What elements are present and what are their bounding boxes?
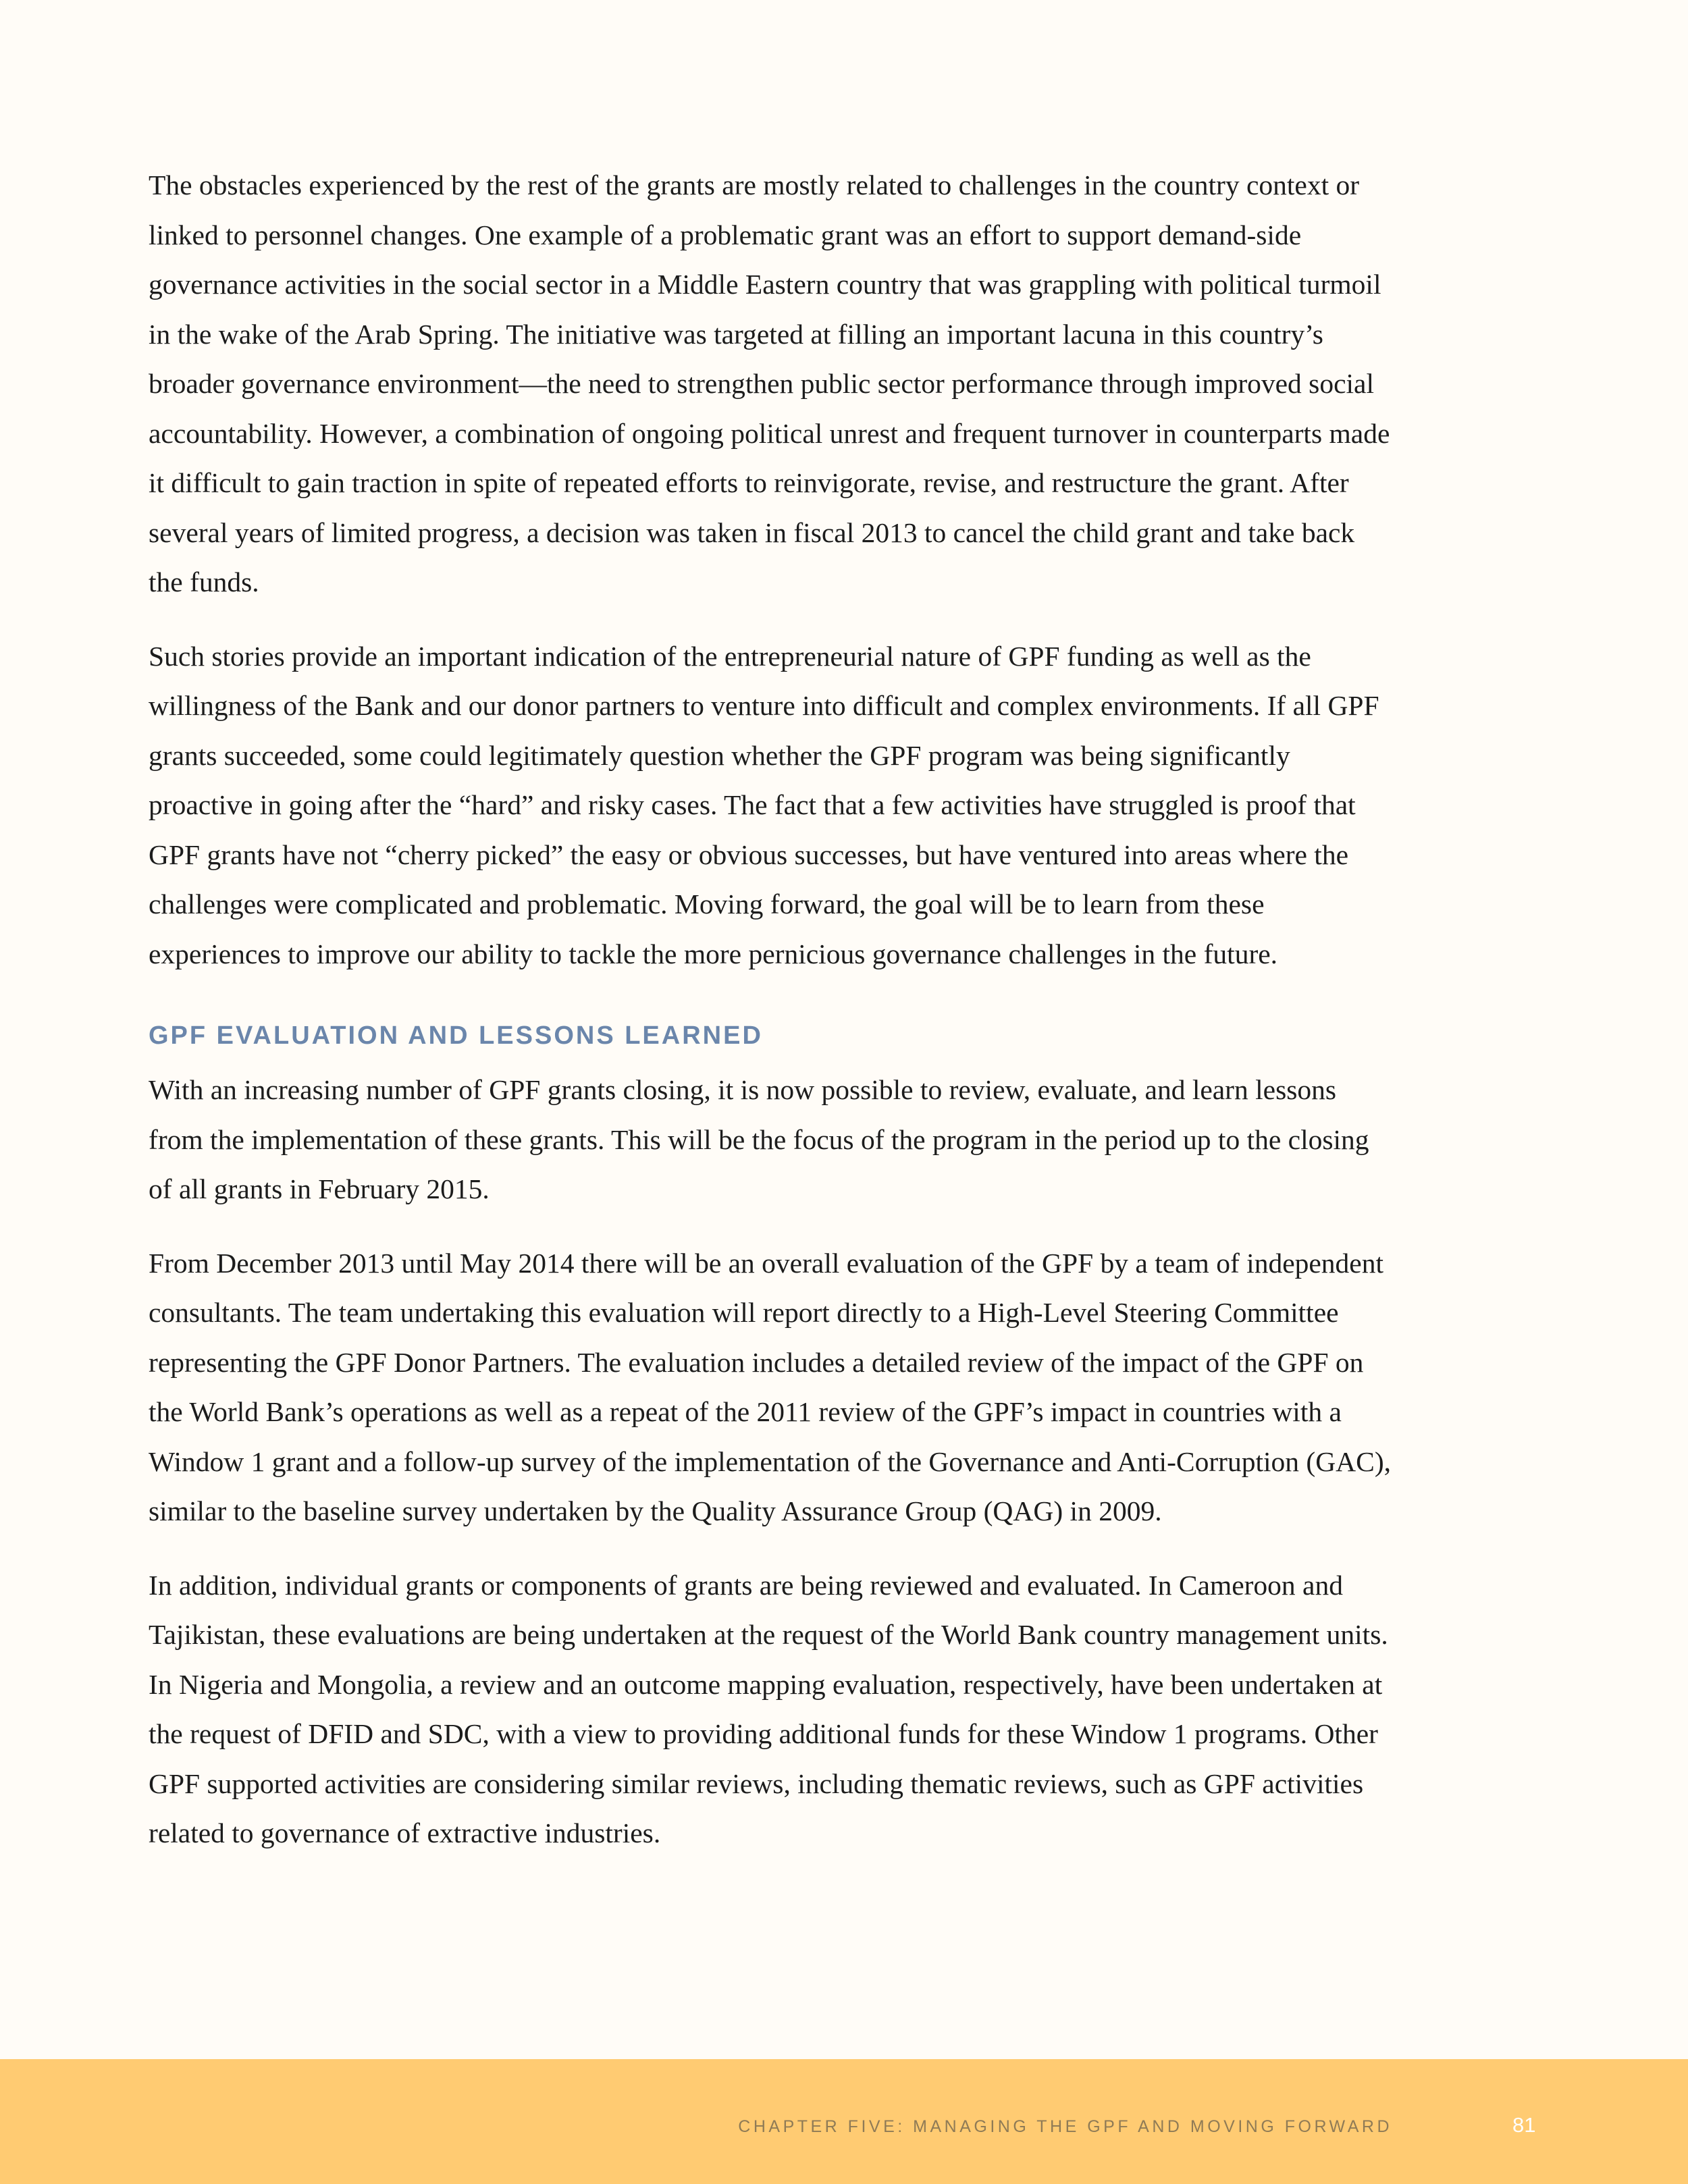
page-footer (0, 2059, 1688, 2184)
chapter-title: CHAPTER FIVE: MANAGING THE GPF AND MOVING FORWARD (738, 2117, 1392, 2136)
body-paragraph-entrepreneurial: Such stories provide an important indication of the entrepreneurial nature of GPF funding as well as the willingness of the Bank and our donor partners to venture into difficult and complex environments. If all GPF grants succeeded, some could legitimately question whether the GPF program was being significantly proactive in going after the “hard” and risky cases. The fact that a few activities have struggled is proof that GPF grants have not “cherry picked” the easy or obvious successes, but have ventured into areas where the challenges were complicated and problematic. Moving forward, the goal will be to learn from these experiences to improve our ability to tackle the more pernicious governance challenges in the future. (149, 640, 1379, 969)
section-heading: GPF EVALUATION AND LESSONS LEARNED (149, 1021, 763, 1050)
page-content (149, 161, 1394, 1883)
body-paragraph-grants-closing: With an increasing number of GPF grants closing, it is now possible to review, evaluate, and learn lessons from the implementation of these grants. This will be the focus of the program in the period up to the closing of all grants in February 2015. (149, 1074, 1369, 1204)
body-paragraph-individual-reviews: In addition, individual grants or components of grants are being reviewed and evaluated. In Cameroon and Tajikistan, these evaluations are being undertaken at the request of the World Bank country management units. In Nigeria and Mongolia, a review and an outcome mapping evaluation, respectively, have been undertaken at the request of DFID and SDC, with a view to providing additional funds for these Window 1 programs. Other GPF supported activities are considering similar reviews, including thematic reviews, such as GPF activities related to governance of extractive industries. (149, 1569, 1388, 1848)
body-paragraph-evaluation: From December 2013 until May 2014 there will be an overall evaluation of the GPF by a team of independent consultants. The team undertaking this evaluation will report directly to a High-Level Steering Committee representing the GPF Donor Partners. The evaluation includes a detailed review of the impact of the GPF on the World Bank’s operations as well as a repeat of the 2011 review of the GPF’s impact in countries with a Window 1 grant and a follow-up survey of the implementation of the Governance and Anti-Corruption (GAC), similar to the baseline survey undertaken by the Quality Assurance Group (QAG) in 2009. (149, 1247, 1392, 1526)
body-paragraph-obstacles: The obstacles experienced by the rest of the grants are mostly related to challenges in the country context or linked to personnel changes. One example of a problematic grant was an effort to support demand-side governance activities in the social sector in a Middle Eastern country that was grappling with political turmoil in the wake of the Arab Spring. The initiative was targeted at filling an important lacuna in this country’s broader governance environment—the need to strengthen public sector performance through improved social accountability. However, a combination of ongoing political unrest and frequent turnover in counterparts made it difficult to gain traction in spite of repeated efforts to reinvigorate, revise, and restructure the grant. After several years of limited progress, a decision was taken in fiscal 2013 to cancel the child grant and take back the funds. (149, 169, 1390, 597)
page-number: 81 (1512, 2113, 1536, 2137)
